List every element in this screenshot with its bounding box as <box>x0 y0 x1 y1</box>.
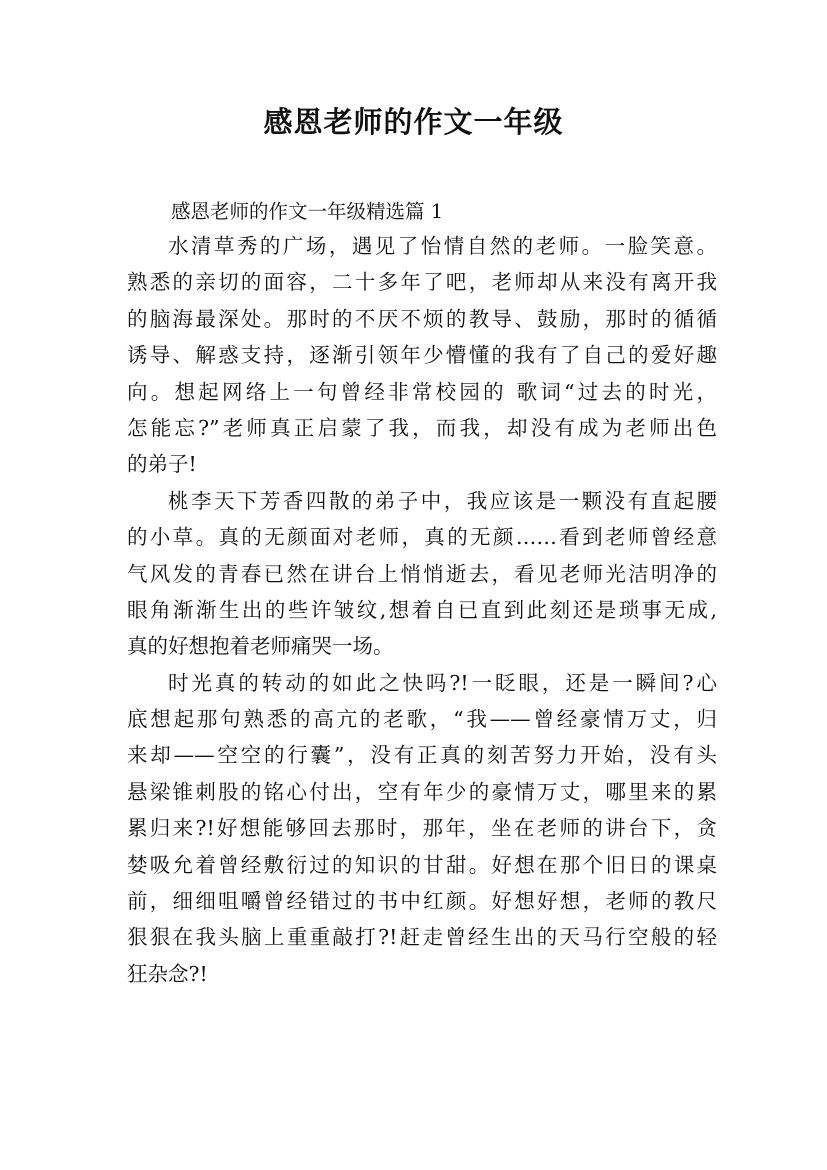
text-line: 底想起那句熟悉的高亢的老歌，“我——曾经豪情万丈，归 <box>127 707 717 732</box>
text-line: 眼角渐渐生出的些许皱纹,想着自已直到此刻还是琐事无成, <box>127 597 717 622</box>
text-line: 气风发的青春已然在讲台上悄悄逝去，看见老师光洁明净的 <box>127 561 717 586</box>
paragraph-3 <box>127 665 717 993</box>
text-line: 水清草秀的广场，遇见了怡情自然的老师。一脸笑意。 <box>168 234 717 258</box>
section-subtitle: 感恩老师的作文一年级精选篇 1 <box>171 200 444 223</box>
text-line: 狠狠在我头脑上重重敲打?!赶走曾经生出的天马行空般的轻 <box>127 925 717 950</box>
text-line: 的脑海最深处。那时的不厌不烦的教导、鼓励，那时的循循 <box>127 306 717 331</box>
document-body <box>127 196 717 992</box>
text-line: 怎能忘?”老师真正启蒙了我，而我，却没有成为老师出色 <box>127 415 717 440</box>
text-line: 桃李天下芳香四散的弟子中，我应该是一颗没有直起腰 <box>168 488 717 513</box>
paragraph-1 <box>127 228 717 483</box>
text-line: 累归来?!好想能够回去那时，那年，坐在老师的讲台下，贪 <box>127 816 717 841</box>
text-line: 悬梁锥刺股的铭心付出，空有年少的豪情万丈，哪里来的累 <box>127 779 717 804</box>
text-line: 来却——空空的行囊”，没有正真的刻苦努力开始，没有头 <box>127 743 717 768</box>
text-line: 时光真的转动的如此之快吗?!一眨眼，还是一瞬间?心 <box>168 670 717 695</box>
document-title: 感恩老师的作文一年级 <box>263 105 564 139</box>
text-line: 熟悉的亲切的面容，二十多年了吧，老师却从来没有离开我 <box>127 270 717 295</box>
text-line: 前，细细咀嚼曾经错过的书中红颜。好想好想，老师的教尺 <box>127 889 717 914</box>
text-line: 狂杂念?! <box>127 961 208 986</box>
paragraph-2 <box>127 483 717 665</box>
text-line: 诱导、解惑支持，逐渐引领年少懵懂的我有了自己的爱好趣 <box>127 343 717 368</box>
text-line: 的弟子! <box>127 452 197 477</box>
text-line: 真的好想抱着老师痛哭一场。 <box>127 634 394 659</box>
text-line: 向。想起网络上一句曾经非常校园的 歌词“过去的时光， <box>127 379 717 404</box>
text-line: 的小草。真的无颜面对老师，真的无颜……看到老师曾经意 <box>127 525 717 550</box>
text-line: 婪吸允着曾经敷衍过的知识的甘甜。好想在那个旧日的课桌 <box>127 852 717 877</box>
